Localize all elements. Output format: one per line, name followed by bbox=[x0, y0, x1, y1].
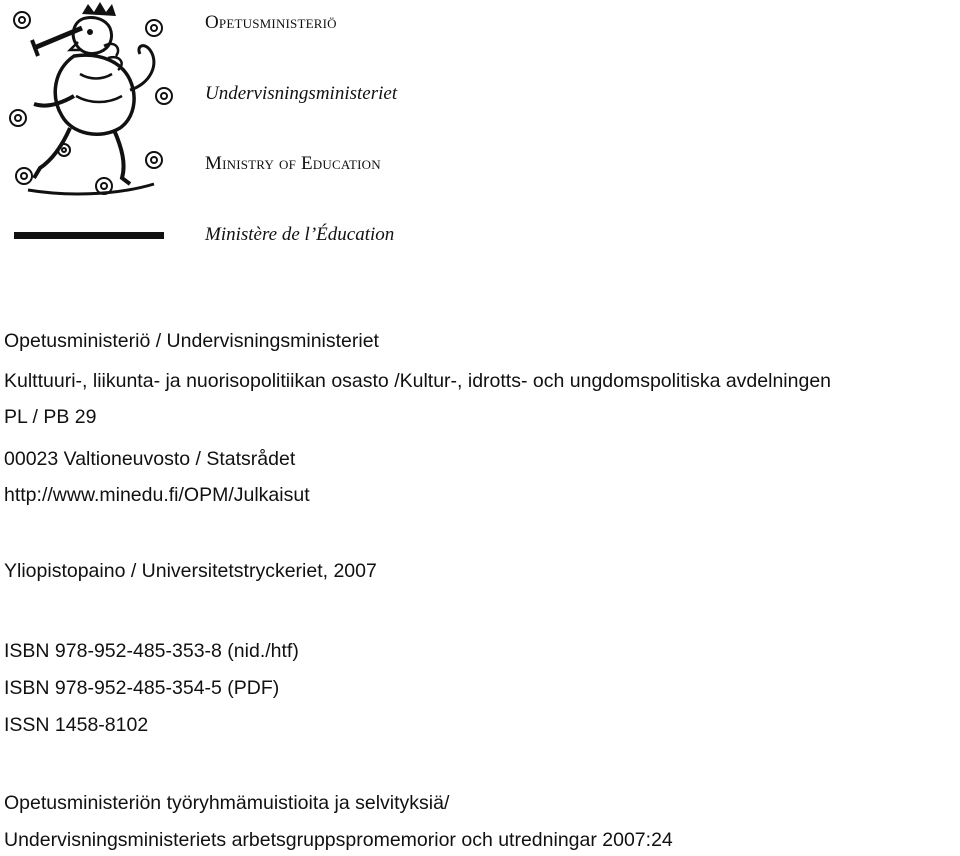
finnish-coat-of-arms-logo bbox=[4, 0, 194, 245]
po-box: PL / PB 29 bbox=[4, 406, 97, 428]
isbn-print: ISBN 978-952-485-353-8 (nid./htf) bbox=[4, 640, 299, 662]
isbn-pdf: ISBN 978-952-485-354-5 (PDF) bbox=[4, 677, 280, 699]
ministry-name-french: Ministère de l’Éducation bbox=[205, 224, 395, 245]
series-title-finnish: Opetusministeriön työryhmämuistioita ja selvityksiä/ bbox=[4, 792, 450, 814]
printer-info: Yliopistopaino / Universitetstryckeriet, 2007 bbox=[4, 560, 377, 582]
ministry-name-finnish: Opetusministeriö bbox=[205, 12, 337, 33]
ministry-name-swedish: Undervisningsministeriet bbox=[205, 83, 398, 104]
issn: ISSN 1458-8102 bbox=[4, 714, 149, 736]
publications-link[interactable]: http://www.minedu.fi/OPM/Julkaisut bbox=[4, 484, 310, 506]
series-title-swedish: Undervisningsministeriets arbetsgruppspromemorior och utredningar 2007:24 bbox=[4, 829, 673, 851]
department-name: Kulttuuri-, liikunta- ja nuorisopolitiikan osasto /Kultur-, idrotts- och ungdomspolitiska avdelningen bbox=[4, 370, 832, 392]
publisher-name: Opetusministeriö / Undervisningsministeriet bbox=[4, 330, 379, 352]
ministry-name-english: Ministry of Education bbox=[205, 153, 381, 174]
postal-address: 00023 Valtioneuvosto / Statsrådet bbox=[4, 448, 296, 470]
